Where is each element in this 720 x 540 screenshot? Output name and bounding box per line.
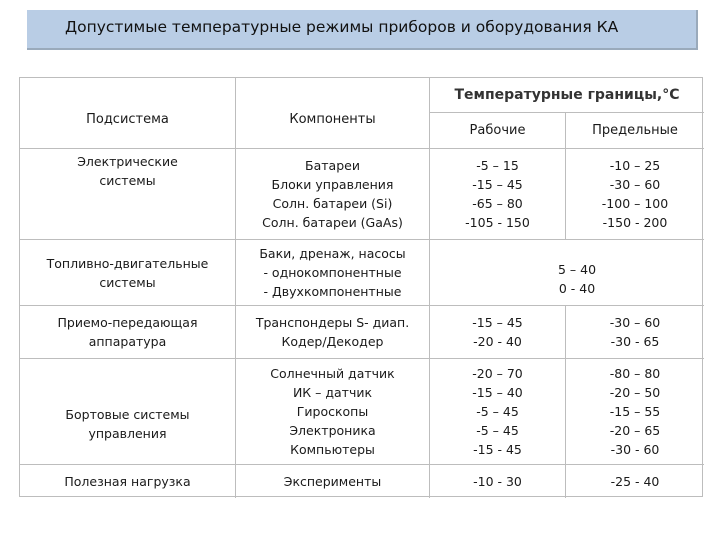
header-components: Компоненты — [289, 111, 376, 127]
slide-title-bar — [27, 10, 698, 50]
row-propulsion-merged-range: 5 – 40 0 - 40 — [557, 261, 597, 296]
temperature-table — [19, 77, 703, 497]
row-transceiver-working: -15 – 45 -20 - 40 — [472, 315, 523, 349]
row-control-working: -20 – 70 -15 – 40 -5 – 45 -5 – 45 -15 - 45 — [472, 366, 523, 457]
row-transceiver-limit: -30 – 60 -30 - 65 — [609, 315, 661, 349]
row-control-limit: -80 – 80 -20 – 50 -15 – 55 -20 – 65 -30 - 60 — [609, 366, 661, 457]
header-working: Рабочие — [469, 123, 526, 138]
header-limit: Предельные — [592, 123, 678, 138]
row-propulsion-components: Баки, дренаж, насосы - однокомпонентные - Двухкомпонентные — [259, 246, 406, 299]
row-transceiver-components: Транспондеры S- диап. Кодер/Декодер — [255, 315, 410, 349]
row-payload-subsystem: Полезная нагрузка — [64, 474, 191, 489]
row-electrical-working: -5 – 15 -15 – 45 -65 – 80 -105 - 150 — [465, 158, 530, 230]
row-control-subsystem: Бортовые системы управления — [65, 406, 190, 441]
header-subsystem: Подсистема — [86, 111, 169, 127]
row-payload-components: Эксперименты — [283, 474, 382, 489]
slide-title: Допустимые температурные режимы приборов и оборудования КА — [65, 18, 619, 36]
row-payload-limit: -25 - 40 — [610, 474, 660, 489]
row-payload-working: -10 - 30 — [473, 474, 522, 489]
row-electrical-components: Батареи Блоки управления Солн. батареи (Si) Солн. батареи (GaAs) — [262, 158, 403, 230]
header-temperature-limits: Температурные границы,°С — [454, 86, 680, 103]
row-control-components: Солнечный датчик ИК – датчик Гироскопы Электроника Компьютеры — [270, 366, 395, 457]
row-propulsion-subsystem: Топливно-двигательные системы — [46, 255, 209, 290]
row-electrical-limit: -10 – 25 -30 – 60 -100 – 100 -150 - 200 — [601, 158, 669, 230]
row-transceiver-subsystem: Приемо-передающая аппаратура — [57, 315, 198, 349]
row-electrical-subsystem: Электрические системы — [77, 154, 178, 188]
